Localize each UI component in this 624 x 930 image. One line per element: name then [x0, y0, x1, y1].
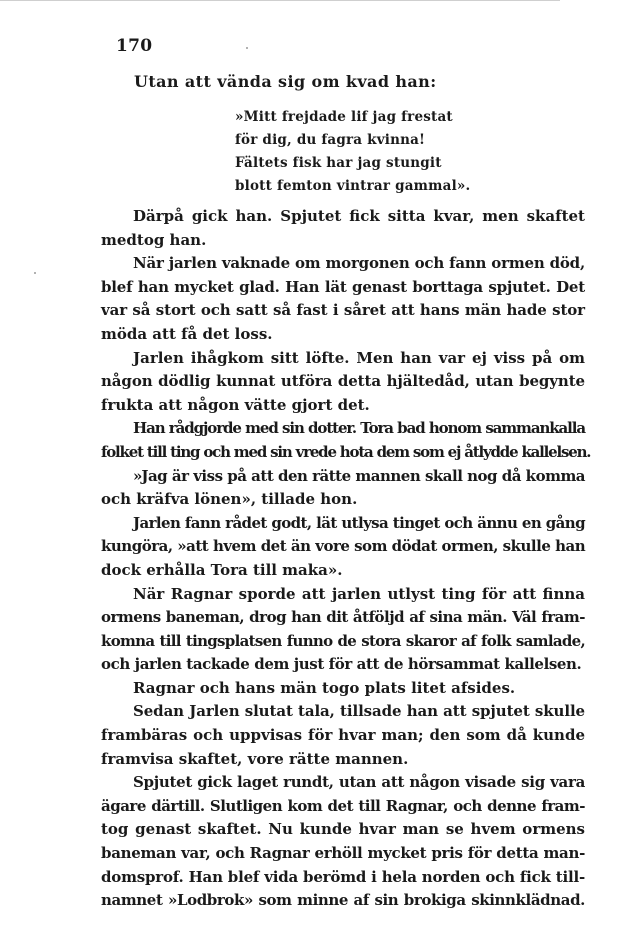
body-line: och jarlen tackade dem just för att de hörsammat kallelsen.	[101, 655, 582, 674]
body-line: var så stort och satt så fast i såret att hans män hade stor	[101, 301, 585, 320]
body-line: komna till tingsplatsen funno de stora skaror af folk samlade,	[101, 631, 585, 650]
body-line: Ragnar och hans män togo plats litet afsides.	[133, 678, 516, 697]
body-line: kungöra, »att hvem det än vore som dödat ormen, skulle han	[101, 537, 586, 556]
body-line: »Jag är viss på att den rätte mannen skall nog då komma	[133, 466, 586, 485]
top-edge-rule	[0, 0, 560, 1]
body-line: någon dödlig kunnat utföra detta hjältedåd, utan begynte	[101, 372, 585, 391]
body-line: ormens baneman, drog han dit åtföljd af sina män. Väl fram-	[101, 608, 585, 627]
body-line: medtog han.	[101, 230, 207, 249]
body-line: och kräfva lönen», tillade hon.	[101, 490, 358, 509]
body-line: namnet »Lodbrok» som minne af sin brokiga skinnklädnad.	[101, 891, 585, 910]
verse-line: för dig, du fagra kvinna!	[235, 132, 426, 148]
body-line: framvisa skaftet, vore rätte mannen.	[101, 749, 409, 768]
body-line: Jarlen ihågkom sitt löfte. Men han var ej viss på om	[133, 348, 585, 367]
body-line: Sedan Jarlen slutat tala, tillsade han att spjutet skulle	[133, 702, 585, 721]
body-line: Han rådgjorde med sin dotter. Tora bad honom sammankalla	[133, 419, 585, 438]
print-speck	[34, 272, 36, 274]
body-line: Jarlen fann rådet godt, lät utlysa tinget och ännu en gång	[133, 513, 585, 532]
body-line: Spjutet gick laget rundt, utan att någon visade sig vara	[133, 773, 585, 792]
verse-block	[235, 106, 470, 198]
body-line: dock erhålla Tora till maka».	[101, 560, 343, 579]
print-speck	[246, 47, 248, 49]
body-line: frukta att någon vätte gjort det.	[101, 395, 370, 414]
body-line: Därpå gick han. Spjutet fick sitta kvar, men skaftet	[133, 207, 585, 225]
body-line: baneman var, och Ragnar erhöll mycket pris för detta man-	[101, 844, 585, 863]
page-number: 170	[116, 36, 153, 56]
body-line: När Ragnar sporde att jarlen utlyst ting för att finna	[133, 584, 585, 603]
body-text	[101, 205, 591, 913]
body-line: tog genast skaftet. Nu kunde hvar man se hvem ormens	[101, 820, 585, 839]
body-line: När jarlen vaknade om morgonen och fann ormen död,	[133, 254, 585, 273]
body-line: möda att få det loss.	[101, 324, 273, 343]
verse-line: blott femton vintrar gammal».	[235, 178, 471, 194]
verse-line: »Mitt frejdade lif jag frestat	[235, 109, 453, 125]
body-line: frambäras och uppvisas för hvar man; den som då kunde	[101, 726, 585, 745]
body-line: domsprof. Han blef vida berömd i hela norden och fick till-	[101, 867, 585, 886]
body-line: ägare därtill. Slutligen kom det till Ragnar, och denne fram-	[101, 796, 585, 815]
verse-line: Fältets fisk har jag stungit	[235, 155, 442, 171]
body-line: folket till ting och med sin vrede hota dem som ej åtlydde kallelsen.	[101, 442, 591, 461]
body-line: blef han mycket glad. Han lät genast borttaga spjutet. Det	[101, 277, 585, 296]
intro-line: Utan att vända sig om kvad han:	[134, 72, 437, 91]
